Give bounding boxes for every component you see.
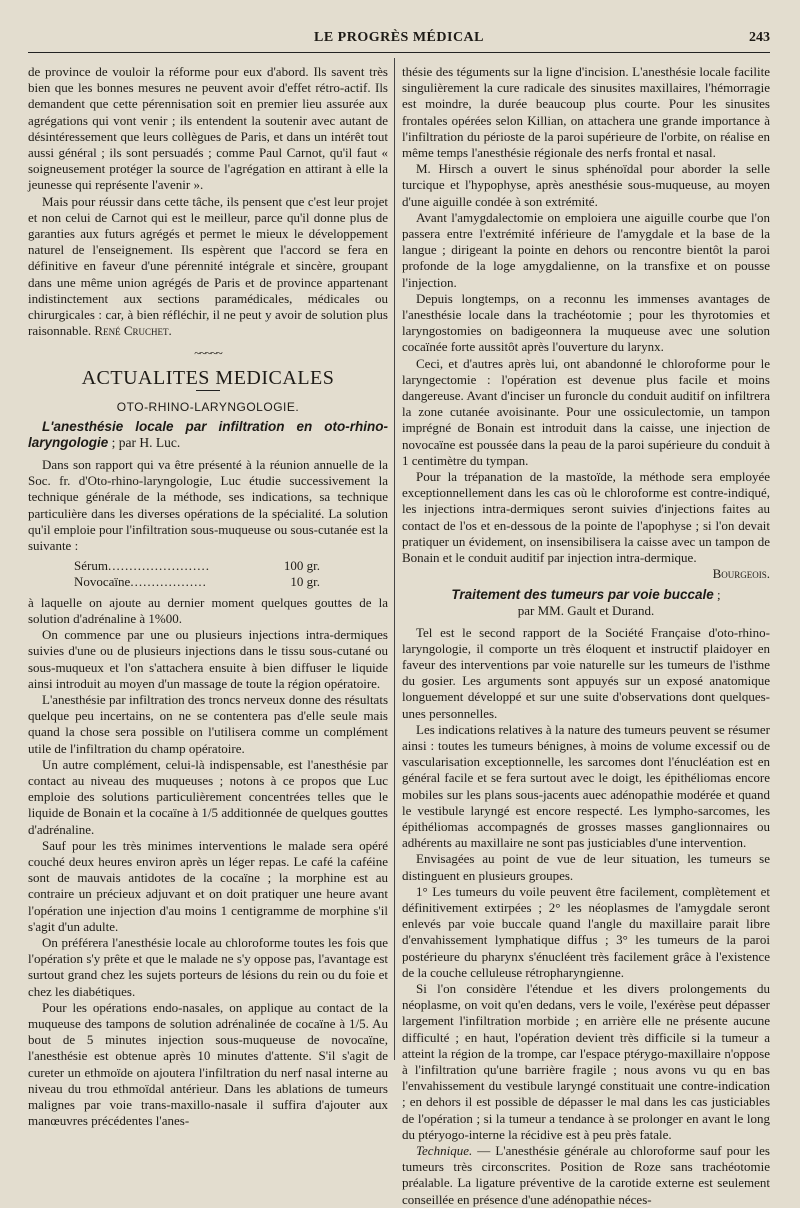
paragraph: Les indications relatives à la nature des tumeurs peuvent se résumer ainsi : toutes les tumeurs bénignes, à moins de volume excessif ou de vascularisation exceptionnelle, les sarcomes dont l'énucléation est en général facile et se fera surtout avec le doigt, les épithéliomas encore mobiles sur les plans sous-jacents auec adénopathie modérée et quand le vestibule laryngé est encore respecté. Les lympho-sarcomes, les épithéliomas accompagnés de grosses masses ganglionnaires ou adhérents au maxillaire ne sont pas justiciables d'une intervention. [402,721,770,851]
author-signature: René Cruchet. [94,323,172,339]
author-signature: Bourgeois. [712,566,770,582]
article-title-suffix: ; [713,586,721,602]
specialty-heading: OTO-RHINO-LARYNGOLOGIE. [116,399,300,414]
paragraph: Si l'on considère l'étendue et les divers prolongements du néoplasme, on voit qu'en dedans, vers le voile, l'exérèse peut dépasser largement l'infiltration morbide ; en arrière elle ne présente aucune difficulté ; en haut, l'opération devient très difficile si la tumeur a atteint la région de la trompe, car l'espace ptérygo-maxillaire n'oppose à l'infiltration qu'une barrière fragile ; nous avons vu qu en bas l'envahissement du vestibule laryngé constituait une contre-indication ; en dehors il est possible de dépasser le mal dans les cas justiciables de l'opération ; si la tumeur a tendance à se prolonger en avant le long du ptéryogo-interne la récidive est à peu près fatale. [402,980,770,1142]
formula-table [28,558,388,590]
page-header [28,30,770,53]
page-number: 243 [749,30,770,45]
paragraph-text: Mais pour réussir dans cette tâche, ils pensent que c'est leur projet et non celui de Carnot qui est le meilleur, parce qu'il donne plus de garanties aux futurs agrégés et permet le mieux le développement naturel de l'enseignement. Ils espèrent que l'accord se fera en définitive en faveur d'une pérennité intégrale et sincère, groupant dans une même union agrégés de Paris et de province appartenant indistinctement aux sections paramédicales, médicales ou chirurgicales : car, à bien réfléchir, il ne peut y avoir de solution plus raisonnable. [28,193,388,339]
article-title-text: L'anesthésie locale par infiltration en oto-rhino-laryngologie [28,419,388,451]
paragraph: Tel est le second rapport de la Société Française d'oto-rhino-laryngologie, il comporte un très éloquent et instructif plaidoyer en faveur des interventions par voie naturelle sur les tumeurs de l'isthme du gosier. Les arguments sont appuyés sur un exposé anatomique longuement développé et sur une suite d'observations dont quelques-unes personnelles. [402,624,770,721]
column-divider [394,58,395,1060]
paragraph: Envisagées au point de vue de leur situation, les tumeurs se distinguent en plusieurs groupes. [402,851,770,883]
paragraph: Pour la trépanation de la mastoïde, la méthode sera employée exceptionnellement dans les cas où le chloroforme est contre-indiqué, les injections intra-dermiques seront suivies d'injections faites au contact de l'os et en-dessous de la pointe de l'apophyse ; si l'on devait pratiquer un évidement, on insensibilisera la caisse avec un tampon de Bonain et le conduit auditif par injection intra-dermique. [402,469,770,566]
running-title: LE PROGRÈS MÉDICAL [313,30,485,45]
left-column [28,64,388,1129]
ornament-divider: ~~~~~ [194,346,222,361]
right-column [402,64,770,1207]
paragraph: M. Hirsch a ouvert le sinus sphénoïdal pour aborder la selle turcique et l'hypophyse, après anesthésie sous-muqueuse, au moyen d'une aiguille condée à son extrémité. [402,161,770,209]
article-title [28,419,388,451]
paragraph: Pour les opérations endo-nasales, on applique au contact de la muqueuse des tampons de solution adrénalinée de cocaïne à 1/5. Au bout de 5 minutes injection sous-muqueuse de novocaïne, l'anesthésie est obtenue après 10 minutes d'attente. S'il s'agit de cureter un ethmoïde on ajoutera l'infiltration du nerf nasal interne au niveau du trou ethmoïdal antérieur. Dans les ablations de tumeurs malignes par voie trans-maxillo-nasale il suffira d'ajouter aux manœuvres précédentes l'anes- [28,999,388,1129]
section-title: ACTUALITES MEDICALES [81,366,335,389]
paragraph: Sauf pour les très minimes interventions le malade sera opéré couché deux heures environ après un léger repas. Le café la caféine sont de mauvais antidotes de la cocaïne ; la morphine est au contraire un précieux adjuvant et on doit pratiquer une heure avant l'opération une injection d'au moins 1 centigramme de morphine s'il s'agit d'un adulte. [28,837,388,934]
paragraph: Depuis longtemps, on a reconnu les immenses avantages de l'anesthésie locale dans la trachéotomie ; pour les thyrotomies et laryngostomies on badigeonnera la muqueuse avec une solution cocaïnée forte aussitôt après l'ouverture du larynx. [402,290,770,355]
article-title [402,587,770,619]
paragraph: Dans son rapport qui va être présenté à la réunion annuelle de la Soc. fr. d'Oto-rhino-laryngologie, Luc étudie successivement la technique générale de la méthode, ses indications, sa technique particulière dans les diverses opérations de la spécialité. La solution qu'il emploie pour l'infiltration sous-muqueuse ou sous-cutanée est la suivante : [28,457,388,554]
paragraph-text: — L'anesthésie générale au chloroforme sauf pour les tumeurs très circonscrites. Position de Roze sans trachéotomie préalable. La ligature préventive de la carotide externe est seulement conseillée en présence d'une adénopathie néces- [402,1143,770,1207]
paragraph: de province de vouloir la réforme pour eux d'abord. Ils savent très bien que les bonnes mesures ne peuvent avoir d'effet rétro-actif. Ils demandent que cette pérennisation soit en premier lieu assurée aux agrégations qui vont venir ; ils entendent la soutenir avec autant de désintéressement que leurs collègues de Paris, et dans un intérêt tout aussi général ; ils sont persuadés ; comme Paul Carnot, qu'il faut « soigneusement protéger la source de l'agrégation en attirant à elle la jeunesse qui représente l'avenir ». [28,64,388,193]
formula-quantity: 100 gr. [283,558,320,574]
paragraph [402,1143,770,1208]
formula-row [28,558,388,574]
paragraph [28,194,388,340]
formula-ingredient: Sérum........................ [74,558,210,574]
paragraph: Ceci, et d'autres après lui, ont abandonné le chloroforme pour le laryngectomie : l'opération est devenue plus facile et moins dangereuse. Avant d'inciser un furoncle du conduit auditif on infiltrera la zone cutanée avoisinante. Pour une ossiculectomie, un tampon imprégné de Bonain est introduit dans la caisse, une injection de novocaïne est poussée dans la peau de la paroi supérieure du conduit à 1 centimètre du tympan. [402,355,770,468]
paragraph: Un autre complément, celui-là indispensable, est l'anesthésie par contact au niveau des muqueuses ; notons à ce propos que Luc emploie des solutions particulièrement concentrées telles que le liquide de Bonain et la cocaïne à 1/5 additionnée de quelques gouttes d'adrénaline. [28,756,388,837]
article-title-text: Traitement des tumeurs par voie buccale [451,586,714,602]
paragraph: Avant l'amygdalectomie on emploiera une aiguille courbe que l'on passera entre l'extrémité inférieure de l'amygdale et la base de la langue ; dirigeant la pointe en dehors ou rencontre bientôt la paroi profonde de la loge amygdalienne, on la transfixe et on pousse l'injection. [402,209,770,290]
paragraph: L'anesthésie par infiltration des troncs nerveux donne des résultats quelque peu incertains, on ne se contentera pas d'elle seule mais quand la chose sera possible on l'utilisera comme un complément utile de l'infiltration du champ opératoire. [28,691,388,756]
formula-row [28,574,388,590]
paragraph: thésie des téguments sur la ligne d'incision. L'anesthésie locale facilite singulièrement la cure radicale des sinusites maxillaires, l'hémorragie est moindre, la durée beaucoup plus courte. Pour les sinusites frontales opérées selon Killian, on attachera une grande importance à l'infiltration du périoste de la paroi supérieure de l'orbite, on réalise en même temps l'anesthésie régionale des nerfs frontal et nasal. [402,64,770,161]
formula-quantity: 10 gr. [290,574,320,590]
paragraph: 1° Les tumeurs du voile peuvent être facilement, complètement et définitivement extirpées ; 2° les néoplasmes de l'amygdale seront enlevés par voie buccale quand l'angle du maxillaire parait libre d'envahissement lymphatique diffus ; 3° les tumeurs de la paroi postérieure du pharynx s'énucléent très facilement grâce à l'existence de la couche celluleuse rétropharyngienne. [402,883,770,980]
article-byline: par MM. Gault et Durand. [517,602,655,618]
paragraph: On préférera l'anesthésie locale au chloroforme toutes les fois que l'opération s'y prête et que le malade ne s'y oppose pas, l'avantage est surtout grand chez les sujets porteurs de lésions du rein ou du foie et chez les diabétiques. [28,934,388,999]
paragraph: à laquelle on ajoute au dernier moment quelques gouttes de la solution d'adrénaline à 1%00. [28,594,388,626]
section-rule [196,390,220,391]
paragraph: On commence par une ou plusieurs injections intra-dermiques suivies d'une ou de plusieurs injections dans le tissu sous-cutané ou sous-muqueux et l'on s'attachera ensuite à bien diffuser le liquide ainsi introduit au moyen d'un massage de toute la région opératoire. [28,627,388,691]
article-byline: ; par H. Luc. [108,435,181,451]
formula-ingredient: Novocaïne.................. [74,574,207,590]
paragraph-label: Technique. [416,1143,473,1158]
